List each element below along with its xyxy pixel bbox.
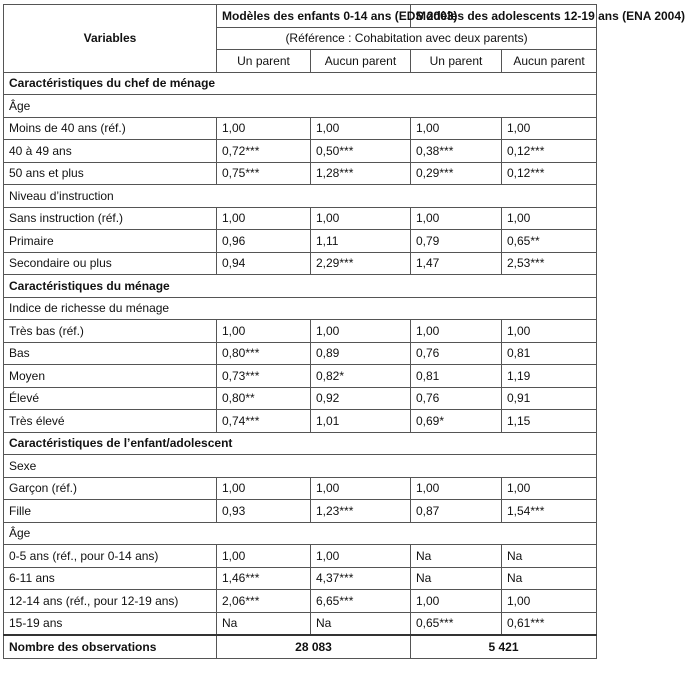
row-label: Secondaire ou plus xyxy=(4,252,217,275)
table-row xyxy=(4,410,597,433)
value-cell: 0,80** xyxy=(217,387,311,410)
row-label: Fille xyxy=(4,500,217,523)
value-cell: 1,00 xyxy=(311,207,411,230)
table-row xyxy=(4,477,597,500)
value-cell: 1,00 xyxy=(217,320,311,343)
table-row xyxy=(4,162,597,185)
total-children: 28 083 xyxy=(217,635,411,658)
adolescents-models-header: Modèles des adolescents 12-19 ans (ENA 2004) xyxy=(411,5,597,28)
value-cell: Na xyxy=(217,612,311,635)
category-label: Sexe xyxy=(4,455,597,478)
table-row xyxy=(4,140,597,163)
value-cell: 1,00 xyxy=(411,207,502,230)
value-cell: 0,12*** xyxy=(502,140,597,163)
value-cell: 1,00 xyxy=(502,207,597,230)
table-row xyxy=(4,342,597,365)
value-cell: 4,37*** xyxy=(311,567,411,590)
section-row xyxy=(4,275,597,298)
children-models-header: Modèles des enfants 0-14 ans (EDS 2003) xyxy=(217,5,411,28)
value-cell: 1,00 xyxy=(311,545,411,568)
section-row xyxy=(4,72,597,95)
value-cell: 1,00 xyxy=(217,545,311,568)
row-label: 12-14 ans (réf., pour 12-19 ans) xyxy=(4,590,217,613)
section-heading: Caractéristiques du chef de ménage xyxy=(4,72,597,95)
row-label: Sans instruction (réf.) xyxy=(4,207,217,230)
value-cell: 1,47 xyxy=(411,252,502,275)
row-label: Très élevé xyxy=(4,410,217,433)
table-row xyxy=(4,387,597,410)
value-cell: 1,00 xyxy=(411,590,502,613)
value-cell: 0,65** xyxy=(502,230,597,253)
value-cell: 0,74*** xyxy=(217,410,311,433)
value-cell: 0,72*** xyxy=(217,140,311,163)
value-cell: 0,94 xyxy=(217,252,311,275)
value-cell: 1,00 xyxy=(217,207,311,230)
value-cell: Na xyxy=(502,567,597,590)
value-cell: 1,01 xyxy=(311,410,411,433)
value-cell: 0,65*** xyxy=(411,612,502,635)
category-label: Niveau d’instruction xyxy=(4,185,597,208)
value-cell: 6,65*** xyxy=(311,590,411,613)
category-label: Indice de richesse du ménage xyxy=(4,297,597,320)
row-label: 50 ans et plus xyxy=(4,162,217,185)
value-cell: 0,96 xyxy=(217,230,311,253)
value-cell: 1,00 xyxy=(311,320,411,343)
value-cell: 0,79 xyxy=(411,230,502,253)
value-cell: 1,00 xyxy=(502,320,597,343)
value-cell: 2,06*** xyxy=(217,590,311,613)
total-row xyxy=(4,635,597,658)
value-cell: 0,38*** xyxy=(411,140,502,163)
table-row xyxy=(4,207,597,230)
value-cell: 0,76 xyxy=(411,342,502,365)
value-cell: 0,29*** xyxy=(411,162,502,185)
value-cell: 1,00 xyxy=(502,477,597,500)
subcol-header: Aucun parent xyxy=(311,50,411,73)
value-cell: 0,80*** xyxy=(217,342,311,365)
value-cell: 0,89 xyxy=(311,342,411,365)
value-cell: 1,23*** xyxy=(311,500,411,523)
section-row xyxy=(4,432,597,455)
value-cell: 0,91 xyxy=(502,387,597,410)
value-cell: 0,12*** xyxy=(502,162,597,185)
table-row xyxy=(4,365,597,388)
category-label: Âge xyxy=(4,522,597,545)
category-row xyxy=(4,522,597,545)
category-row xyxy=(4,455,597,478)
row-label: Élevé xyxy=(4,387,217,410)
value-cell: 1,00 xyxy=(411,320,502,343)
value-cell: 0,76 xyxy=(411,387,502,410)
value-cell: 0,87 xyxy=(411,500,502,523)
row-label: Primaire xyxy=(4,230,217,253)
value-cell: 0,93 xyxy=(217,500,311,523)
table-row xyxy=(4,230,597,253)
row-label: 15-19 ans xyxy=(4,612,217,635)
row-label: Très bas (réf.) xyxy=(4,320,217,343)
subcol-header: Aucun parent xyxy=(502,50,597,73)
table-row xyxy=(4,252,597,275)
row-label: 40 à 49 ans xyxy=(4,140,217,163)
section-heading: Caractéristiques du ménage xyxy=(4,275,597,298)
category-row xyxy=(4,95,597,118)
reference-note: (Référence : Cohabitation avec deux parents) xyxy=(217,27,597,50)
section-heading: Caractéristiques de l’enfant/adolescent xyxy=(4,432,597,455)
value-cell: 1,19 xyxy=(502,365,597,388)
value-cell: 0,50*** xyxy=(311,140,411,163)
table-body xyxy=(4,72,597,635)
value-cell: 1,54*** xyxy=(502,500,597,523)
value-cell: 1,46*** xyxy=(217,567,311,590)
value-cell: Na xyxy=(311,612,411,635)
value-cell: 0,81 xyxy=(411,365,502,388)
value-cell: 1,00 xyxy=(217,117,311,140)
row-label: Bas xyxy=(4,342,217,365)
category-row xyxy=(4,185,597,208)
value-cell: 1,00 xyxy=(217,477,311,500)
row-label: Moins de 40 ans (réf.) xyxy=(4,117,217,140)
value-cell: 0,82* xyxy=(311,365,411,388)
row-label: Garçon (réf.) xyxy=(4,477,217,500)
value-cell: 1,00 xyxy=(411,117,502,140)
row-label: 6-11 ans xyxy=(4,567,217,590)
table-row xyxy=(4,545,597,568)
value-cell: 2,53*** xyxy=(502,252,597,275)
value-cell: 1,15 xyxy=(502,410,597,433)
value-cell: 0,75*** xyxy=(217,162,311,185)
value-cell: 1,00 xyxy=(311,477,411,500)
category-row xyxy=(4,297,597,320)
value-cell: 1,11 xyxy=(311,230,411,253)
results-table xyxy=(3,4,685,659)
value-cell: 1,00 xyxy=(311,117,411,140)
value-cell: Na xyxy=(411,545,502,568)
value-cell: 1,28*** xyxy=(311,162,411,185)
value-cell: Na xyxy=(502,545,597,568)
value-cell: 0,69* xyxy=(411,410,502,433)
value-cell: 0,73*** xyxy=(217,365,311,388)
table-row xyxy=(4,500,597,523)
value-cell: 0,61*** xyxy=(502,612,597,635)
value-cell: Na xyxy=(411,567,502,590)
table-row xyxy=(4,612,597,635)
row-label: 0-5 ans (réf., pour 0-14 ans) xyxy=(4,545,217,568)
value-cell: 2,29*** xyxy=(311,252,411,275)
variables-header: Variables xyxy=(4,5,217,73)
subcol-header: Un parent xyxy=(217,50,311,73)
table-row xyxy=(4,567,597,590)
value-cell: 1,00 xyxy=(411,477,502,500)
table-row xyxy=(4,320,597,343)
total-label: Nombre des observations xyxy=(4,635,217,658)
row-label: Moyen xyxy=(4,365,217,388)
table-row xyxy=(4,590,597,613)
value-cell: 1,00 xyxy=(502,117,597,140)
value-cell: 1,00 xyxy=(502,590,597,613)
subcol-header: Un parent xyxy=(411,50,502,73)
value-cell: 0,92 xyxy=(311,387,411,410)
value-cell: 0,81 xyxy=(502,342,597,365)
total-adolescents: 5 421 xyxy=(411,635,597,658)
category-label: Âge xyxy=(4,95,597,118)
table-row xyxy=(4,117,597,140)
